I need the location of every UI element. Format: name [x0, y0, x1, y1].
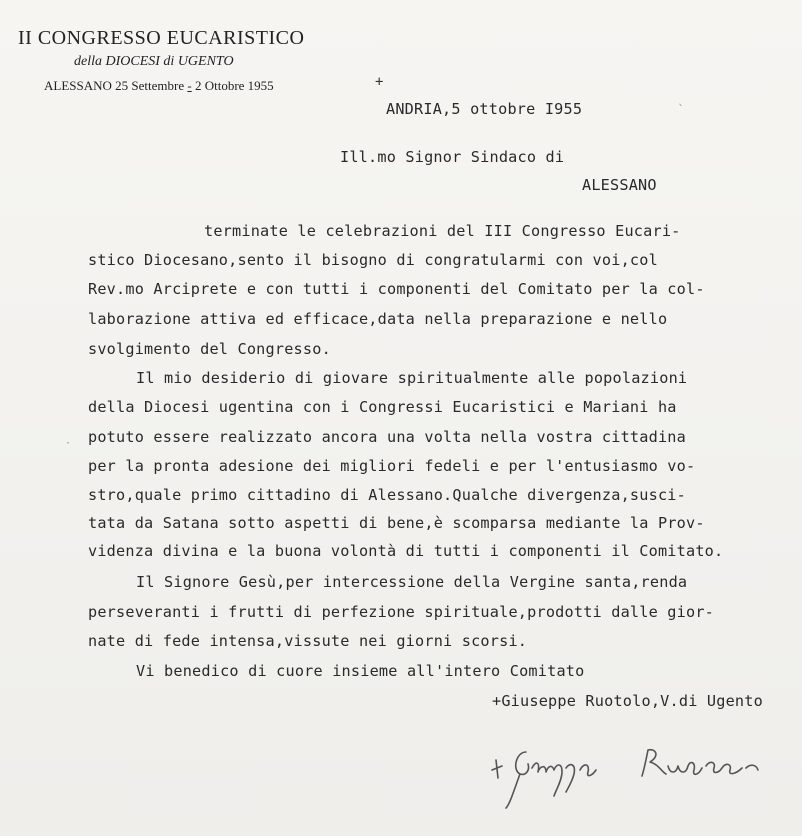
body-line: Il mio desiderio di giovare spiritualmente alle popolazioni [136, 369, 688, 387]
header-cross: + [375, 74, 384, 90]
body-line: videnza divina e la buona volontà di tutti i componenti il Comitato. [88, 542, 724, 560]
typed-signature: +Giuseppe Ruotolo,V.di Ugento [492, 692, 763, 710]
body-line: nate di fede intensa,vissute nei giorni scorsi. [88, 632, 528, 650]
body-line: Rev.mo Arciprete e con tutti i componenti del Comitato per la col- [88, 280, 705, 298]
letterhead-subtitle: della DIOCESI di UGENTO [74, 54, 234, 69]
body-line: perseveranti i frutti di perfezione spirituale,prodotti dalle gior- [88, 603, 715, 621]
paper-speck: ˎ [678, 92, 684, 106]
body-line: per la pronta adesione dei migliori fedeli e per l'entusiasmo vo- [88, 457, 696, 475]
date-line: ANDRIA,5 ottobre I955 [386, 100, 583, 118]
recipient-line-2: ALESSANO [582, 176, 657, 194]
body-line: laborazione attiva ed efficace,data nella preparazione e nello [88, 310, 668, 328]
body-line: Vi benedico di cuore insieme all'intero Comitato [136, 662, 585, 680]
body-line: terminate le celebrazioni del III Congresso Eucari- [204, 222, 681, 240]
body-line: tata da Satana sotto aspetti di bene,è scomparsa mediante la Prov- [88, 514, 705, 532]
handwritten-signature [480, 730, 780, 820]
body-line: stro,quale primo cittadino di Alessano.Qualche divergenza,susci- [88, 486, 686, 504]
letterhead [18, 26, 305, 93]
letterhead-title: II CONGRESSO EUCARISTICO [18, 27, 305, 49]
paper-speck: · [66, 436, 70, 450]
letterhead-dates-dash: - [187, 78, 192, 93]
letterhead-dates-prefix: ALESSANO 25 Settembre [44, 78, 188, 93]
body-line: stico Diocesano,sento il bisogno di congratularmi con voi,col [88, 251, 658, 269]
body-line: della Diocesi ugentina con i Congressi Eucaristici e Mariani ha [88, 398, 677, 416]
body-line: Il Signore Gesù,per intercessione della Vergine santa,renda [136, 573, 688, 591]
body-line: svolgimento del Congresso. [88, 340, 331, 358]
letterhead-dates-suffix: 2 Ottobre 1955 [191, 78, 274, 93]
recipient-line-1: Ill.mo Signor Sindaco di [340, 148, 565, 166]
body-line: potuto essere realizzato ancora una volta nella vostra cittadina [88, 428, 686, 446]
letterhead-dates [44, 78, 274, 94]
